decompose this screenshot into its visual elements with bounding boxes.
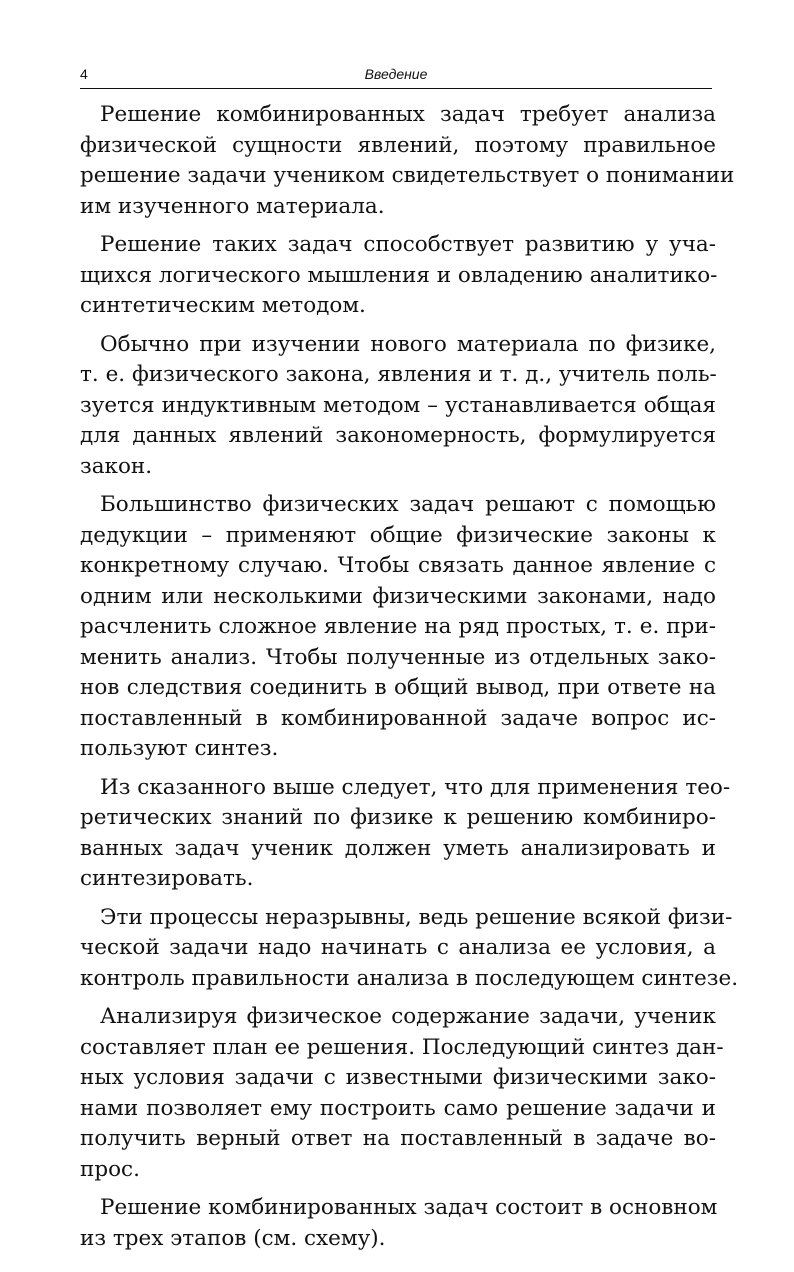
paragraph [80, 1002, 724, 1185]
paragraph [80, 903, 739, 995]
text-line: Решение комбинированных задач требует анализа [100, 102, 716, 127]
text-line: синтезировать. [80, 866, 254, 891]
text-line: расчленить сложное явление на ряд простых, т. е. при- [80, 614, 716, 639]
text-line: физической сущности явлений, поэтому правильное [80, 132, 716, 158]
text-line: ных условия задачи с известными физическими зако- [80, 1065, 716, 1090]
text-line: нов следствия соединить в общий вывод, при ответе на [80, 675, 716, 700]
text-line: Решение таких задач способствует развитию у уча- [100, 232, 716, 257]
paragraph [80, 490, 716, 765]
paragraph [80, 230, 716, 322]
text-line: составляет план ее решения. Последующий синтез дан- [80, 1034, 724, 1060]
text-line: Решение комбинированных задач состоит в основном [100, 1195, 718, 1220]
text-line: менить анализ. Чтобы полученные из отдельных зако- [80, 644, 716, 670]
text-line: т. е. физического закона, явления и т. д., учитель поль- [80, 362, 717, 387]
text-line: ретических знаний по физике к решению комбиниро- [80, 805, 716, 830]
text-line: Эти процессы неразрывны, ведь решение всякой физи- [100, 904, 733, 930]
text-line: синтетическим методом. [80, 293, 366, 318]
running-title: Введение [364, 66, 428, 82]
body-text [80, 100, 739, 1262]
page-number: 4 [80, 66, 88, 82]
text-line: одним или несколькими физическими законами, надо [80, 583, 716, 609]
text-line: нами позволяет ему построить само решение задачи и [80, 1095, 716, 1121]
paragraph [80, 100, 735, 222]
text-line: пользуют синтез. [80, 736, 279, 761]
text-line: дедукции – применяют общие физические законы к [80, 522, 716, 548]
paragraph [80, 773, 731, 895]
text-line: зуется индуктивным методом – устанавливается общая [80, 392, 716, 418]
text-line: для данных явлений закономерность, формулируется [80, 423, 716, 448]
text-line: ванных задач ученик должен уметь анализировать и [80, 835, 716, 861]
paragraph [80, 1193, 716, 1254]
paragraph [80, 330, 716, 483]
text-line: Обычно при изучении нового материала по физике, [100, 331, 716, 357]
text-line: Большинство физических задач решают с помощью [100, 492, 716, 517]
text-line: решение задачи учеником свидетельствует о понимании [80, 163, 735, 188]
text-line: Анализируя физическое содержание задачи, ученик [100, 1004, 716, 1029]
text-line: прос. [80, 1156, 140, 1182]
text-line: Из сказанного выше следует, что для применения тео- [100, 774, 731, 800]
text-line: контроль правильности анализа в последующем синтезе. [80, 965, 739, 991]
page-header [80, 64, 712, 89]
text-line: щихся логического мышления и овладению аналитико- [80, 262, 718, 288]
text-line: ческой задачи надо начинать с анализа ее условия, а [80, 935, 716, 960]
text-line: поставленный в комбинированной задаче вопрос ис- [80, 705, 716, 731]
text-line: из трех этапов (см. схему). [80, 1225, 386, 1251]
text-line: им изученного материала. [80, 193, 385, 219]
text-line: конкретному случаю. Чтобы связать данное явление с [80, 553, 716, 578]
text-line: закон. [80, 453, 153, 479]
text-line: получить верный ответ на поставленный в задаче во- [80, 1126, 716, 1151]
